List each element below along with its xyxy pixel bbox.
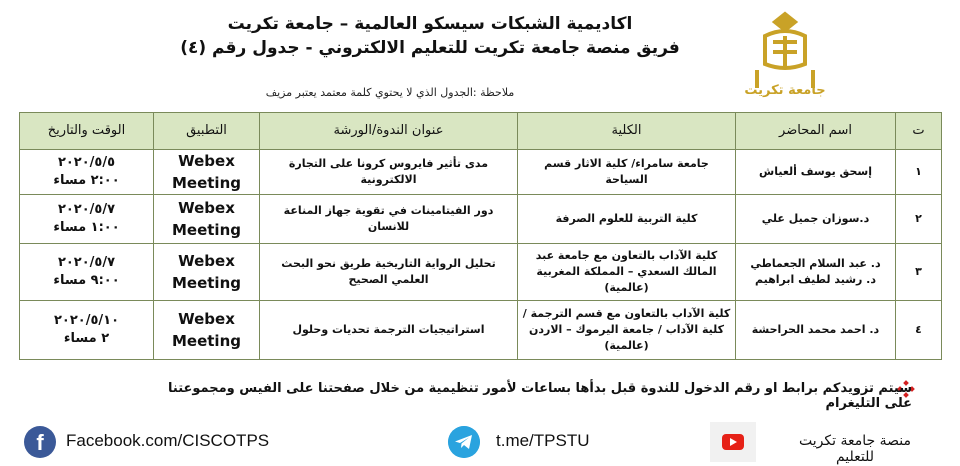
footer — [0, 420, 960, 465]
youtube-icon[interactable] — [710, 422, 756, 462]
header-num: ت — [896, 113, 942, 150]
page-header — [0, 6, 960, 106]
note-text: ملاحظة :الجدول الذي لا يحتوي كلمة معتمد يعتبر مزيف — [265, 86, 515, 99]
row-date: ٢٠٢٠/٥/٧ — [57, 255, 116, 270]
header-time: الوقت والتاريخ — [20, 113, 154, 150]
page-title: اكاديمية الشبكات سيسكو العالمية – جامعة تكريت — [227, 14, 633, 34]
row-college-note: (عالمية) — [604, 339, 649, 352]
row-date: ٢٠٢٠/٥/٥ — [57, 155, 116, 170]
row-time: ١:٠٠ مساء — [53, 220, 120, 235]
row-title: مدى تأثير فايروس كرونا على التجارة الالكترونية — [260, 150, 518, 195]
row-college-note: (عالمية) — [604, 281, 649, 294]
table-row — [20, 195, 942, 244]
row-num: ٢ — [896, 195, 942, 244]
row-time: ٢ مساء — [63, 331, 110, 346]
page-subtitle: فريق منصة جامعة تكريت للتعليم الالكتروني - جدول رقم (٤) — [180, 38, 680, 58]
row-num: ٤ — [896, 301, 942, 360]
row-college: كلية الآداب بالتعاون مع جامعة عبد المالك السعدي – المملكة المغربية — [535, 249, 718, 278]
logo-text: جامعة تكريت — [744, 83, 826, 98]
row-num: ١ — [896, 150, 942, 195]
row-title: استراتيجيات الترجمة تحديات وحلول — [260, 301, 518, 360]
table-row — [20, 244, 942, 301]
row-lecturer: إسحق يوسف ألعياش — [736, 150, 896, 195]
row-lecturer: د.سوزان جميل علي — [736, 195, 896, 244]
row-lecturer-2: د. رشيد لطيف ابراهيم — [755, 273, 876, 286]
header-lecturer: اسم المحاضر — [736, 113, 896, 150]
youtube-channel-name[interactable]: منصة جامعة تكريت للتعليم — [799, 433, 911, 465]
row-app: Webex Meeting — [154, 150, 260, 195]
row-lecturer: د. عبد السلام الجعماطي — [750, 257, 881, 270]
university-logo — [735, 8, 835, 100]
announcement-text: سيتم تزويدكم برابط او رقم الدخول للندوة قبل بدأها بساعات لأمور تنظيمية من خلال صفحتنا على الفيس ومجموعتنا على التليغرام — [168, 381, 912, 411]
row-num: ٣ — [896, 244, 942, 301]
facebook-link[interactable]: Facebook.com/CISCOTPS — [66, 431, 270, 450]
row-datetime — [20, 244, 154, 301]
row-college-cell — [518, 244, 736, 301]
row-datetime — [20, 301, 154, 360]
header-title: عنوان الندوة/الورشة — [260, 113, 518, 150]
row-title: تحليل الرواية التاريخية طريق نحو البحث العلمي الصحيح — [260, 244, 518, 301]
youtube-icon-box[interactable] — [710, 422, 756, 462]
row-college-cell — [518, 301, 736, 360]
row-app: Webex Meeting — [154, 301, 260, 360]
row-datetime — [20, 150, 154, 195]
row-datetime — [20, 195, 154, 244]
row-date: ٢٠٢٠/٥/٧ — [57, 202, 116, 217]
facebook-icon[interactable]: f — [24, 426, 56, 458]
row-lecturer: د. احمد محمد الحراحشة — [736, 301, 896, 360]
row-lecturer-cell — [736, 244, 896, 301]
row-time: ٩:٠٠ مساء — [53, 273, 120, 288]
row-app: Webex Meeting — [154, 244, 260, 301]
telegram-link[interactable]: t.me/TPSTU — [496, 431, 590, 450]
header-app: التطبيق — [154, 113, 260, 150]
row-time: ٢:٠٠ مساء — [53, 173, 120, 188]
row-college: جامعة سامراء/ كلية الاثار قسم السياحة — [518, 150, 736, 195]
table-row — [20, 301, 942, 360]
telegram-icon[interactable] — [448, 426, 480, 458]
row-college: كلية التربية للعلوم الصرفة — [518, 195, 736, 244]
row-app: Webex Meeting — [154, 195, 260, 244]
header-college: الكلية — [518, 113, 736, 150]
table-row — [20, 150, 942, 195]
row-title: دور الفيتامينات في تقوية جهاز المناعة للانسان — [260, 195, 518, 244]
table-header-row — [20, 113, 942, 150]
schedule-table — [19, 112, 942, 360]
row-date: ٢٠٢٠/٥/١٠ — [53, 313, 120, 328]
row-college: كلية الآداب بالتعاون مع قسم الترجمة /كلية الآداب / جامعة اليرموك – الاردن — [522, 307, 731, 336]
